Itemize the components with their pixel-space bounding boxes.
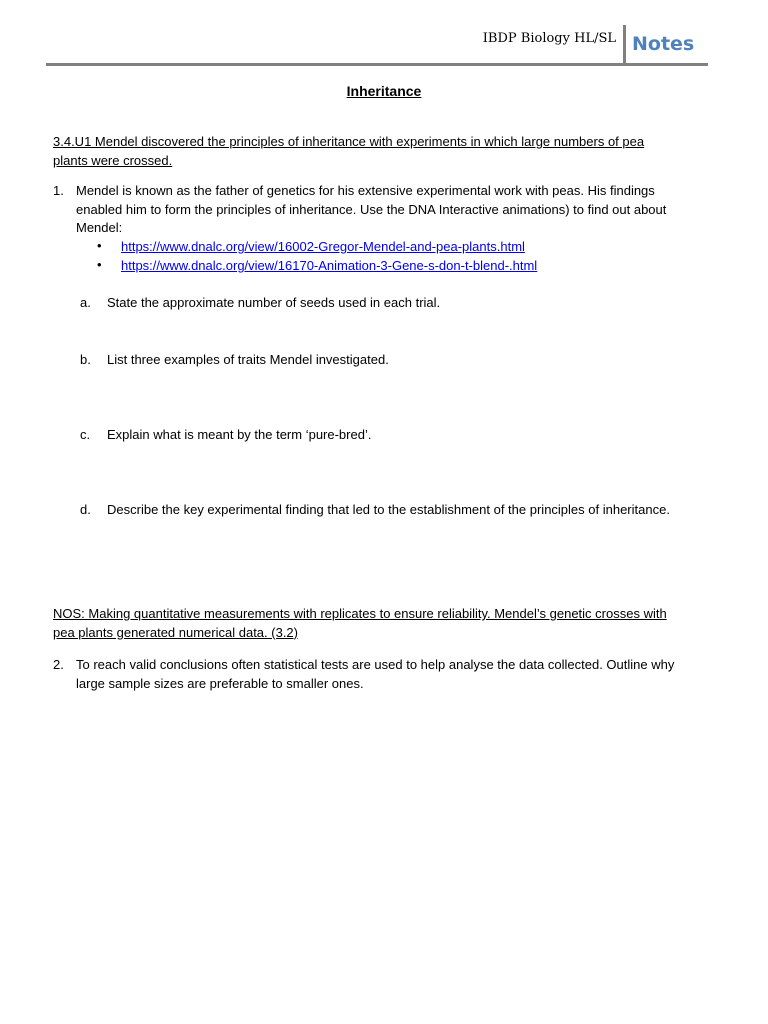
subquestion-a-text: State the approximate number of seeds used in each trial. [107,295,441,310]
page-title: Inheritance [346,83,422,99]
link-genes-dont-blend[interactable]: https://www.dnalc.org/view/16170-Animation-3-Gene-s-don-t-blend-.html [121,258,538,273]
subquestion-c-letter: c. [80,427,91,442]
subquestion-d-letter: d. [80,502,91,517]
bullet-icon: • [97,257,102,272]
question-2-number: 2. [53,657,64,672]
subquestion-c-text: Explain what is meant by the term ‘pure-bred’. [107,427,372,442]
question-2-line-2: large sample sizes are preferable to smaller ones. [76,675,364,691]
question-1-line-1: Mendel is known as the father of genetics for his extensive experimental work with peas. His findings [76,183,655,198]
question-2-line-1: To reach valid conclusions often statistical tests are used to help analyse the data collected. Outline why [76,657,675,672]
section-2-heading-line-1: NOS: Making quantitative measurements with replicates to ensure reliability. Mendel’s genetic crosses with [53,606,667,621]
section-2-heading [53,605,723,642]
subquestion-b-letter: b. [80,352,91,367]
header-course-title: IBDP Biology HL/SL [482,31,616,46]
section-1-heading-line-1: 3.4.U1 Mendel discovered the principles of inheritance with experiments in which large numbers of pea [53,134,645,149]
question-2-text [76,656,726,693]
subquestion-b-text: List three examples of traits Mendel investigated. [107,352,389,367]
section-1-heading [53,133,723,170]
question-1-number: 1. [53,183,64,198]
header-notes-label: Notes [632,33,695,55]
question-1-text [76,182,726,238]
subquestion-d-text: Describe the key experimental finding that led to the establishment of the principles of inheritance. [107,502,670,517]
section-2-heading-line-2: pea plants generated numerical data. (3.2) [53,624,298,640]
header-divider [623,25,626,65]
question-1-line-2: enabled him to form the principles of inheritance. Use the DNA Interactive animations) to find out about [76,201,667,217]
header-rule [46,63,708,66]
bullet-icon: • [97,238,102,253]
subquestion-a-letter: a. [80,295,91,310]
link-mendel-pea-plants[interactable]: https://www.dnalc.org/view/16002-Gregor-Mendel-and-pea-plants.html [121,239,525,254]
section-1-heading-line-2: plants were crossed. [53,152,173,168]
question-1-line-3: Mendel: [76,220,123,235]
